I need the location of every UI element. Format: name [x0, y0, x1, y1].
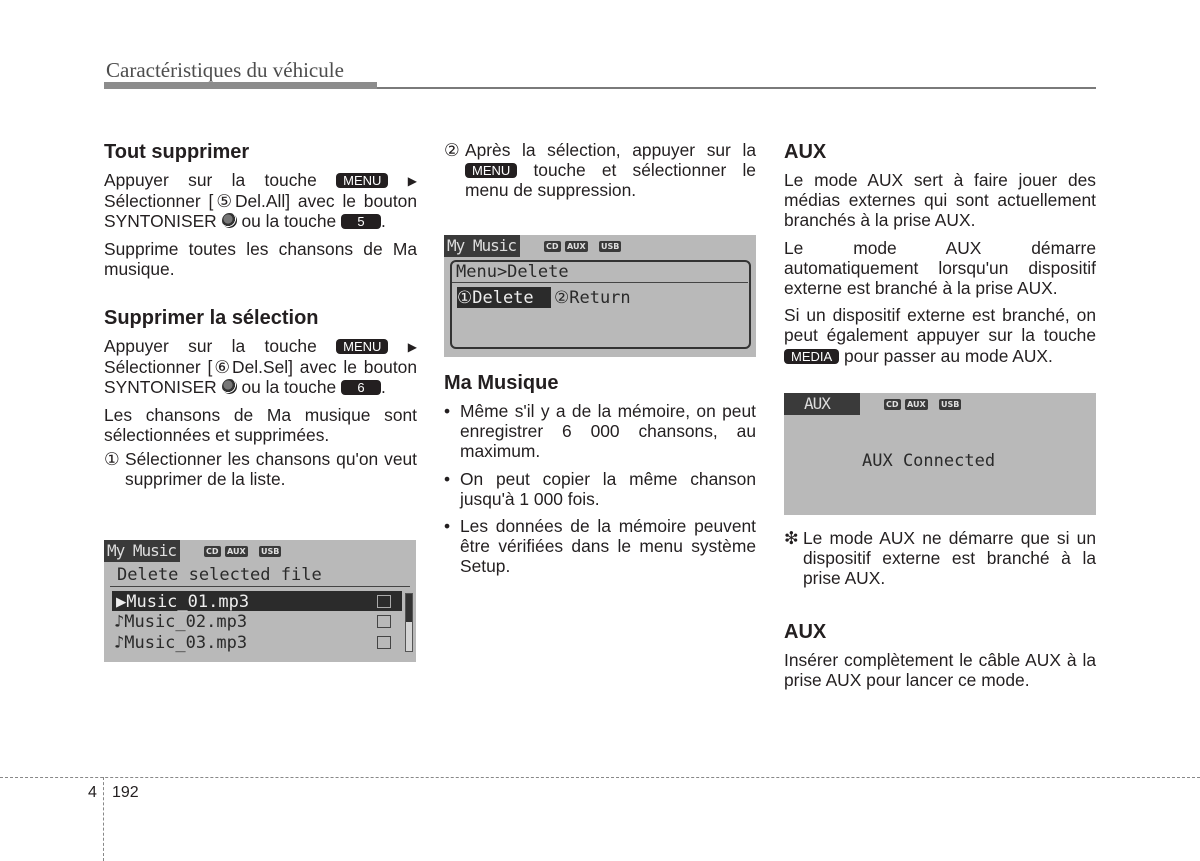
tune-knob-icon — [222, 213, 237, 228]
cd-tag: CD — [546, 242, 559, 251]
key-6: 6 — [341, 380, 381, 395]
screen-title: My Music — [107, 541, 177, 560]
text: Del.Sel] avec le bouton SYNTONISER — [104, 357, 417, 398]
paragraph-delete-all — [104, 170, 417, 232]
text: Si un dispositif externe est branché, on peut également appuyer sur la touche — [784, 305, 1096, 346]
paragraph-aux-1: Le mode AUX sert à faire jouer des médias externes qui sont actuellement branchés à la prise AUX. — [784, 170, 1096, 231]
screen-title: AUX — [804, 394, 830, 413]
text: Appuyer sur la touche — [104, 336, 317, 357]
aux-tag: AUX — [907, 400, 926, 409]
file-item-3: ♪Music_03.mp3 — [114, 633, 248, 653]
checkbox-3 — [377, 636, 391, 649]
heading-tout-supprimer: Tout supprimer — [104, 141, 250, 163]
list-item-text: On peut copier la même chanson jusqu'à 1 000 fois. — [460, 468, 756, 509]
text: . — [381, 211, 386, 232]
step-2-marker: ② — [444, 140, 460, 160]
media-key: MEDIA — [784, 349, 839, 364]
paragraph-delete-selection — [104, 336, 417, 398]
screen-menu-delete — [444, 235, 756, 357]
column-3 — [784, 140, 1096, 373]
step-1-text: Sélectionner les chansons qu'on veut supprimer de la liste. — [125, 449, 417, 490]
usb-tag: USB — [261, 547, 280, 556]
column-1 — [104, 140, 417, 489]
cd-tag: CD — [886, 400, 899, 409]
menu-key: MENU — [336, 173, 388, 188]
file-item-1: ▶Music_01.mp3 — [116, 592, 250, 612]
screen-title-bar — [104, 540, 180, 562]
list-item — [444, 516, 756, 577]
arrow-right-icon: ▶ — [407, 340, 417, 355]
screen-divider — [110, 586, 410, 587]
chapter-number: 4 — [88, 784, 97, 801]
screen-title-bar — [444, 235, 520, 257]
text: Del.All] avec le bouton SYNTONISER — [104, 191, 418, 232]
header-rule-accent — [104, 82, 377, 89]
page-number: 192 — [112, 784, 139, 801]
screen-delete-selected-file — [104, 540, 416, 662]
scrollbar — [405, 593, 413, 652]
ma-musique-list — [444, 401, 756, 577]
aux-tag: AUX — [227, 547, 246, 556]
paragraph-aux-2: Le mode AUX démarre automatiquement lorsqu'un dispositif externe est branché à la prise AUX. — [784, 237, 1096, 299]
cd-tag: CD — [206, 547, 219, 556]
arrow-right-icon: ▶ — [407, 174, 417, 188]
screen-title-bar — [784, 393, 860, 415]
page-header-title: Caractéristiques du véhicule — [106, 58, 344, 82]
footer-divider — [103, 777, 104, 861]
heading-aux-2: AUX — [784, 620, 827, 643]
aux-note — [784, 528, 1096, 589]
file-item-2: ♪Music_02.mp3 — [114, 612, 248, 632]
text: . — [381, 377, 386, 398]
step-2 — [444, 140, 756, 201]
text: touche et sélectionner le menu de suppression. — [465, 160, 756, 201]
heading-supprimer-selection: Supprimer la sélection — [104, 307, 319, 330]
step-1 — [104, 449, 417, 489]
return-option: ②Return — [554, 288, 631, 308]
aux-tag: AUX — [567, 242, 586, 251]
list-item — [444, 469, 756, 509]
list-item-text: Même s'il y a de la mémoire, on peut enregistrer 6 000 chansons, au maximum. — [460, 401, 756, 462]
text: ou la touche — [241, 377, 337, 398]
text: Après la sélection, appuyer sur la — [465, 140, 756, 160]
bullet: • — [444, 468, 451, 489]
text: ou la touche — [241, 211, 337, 232]
menu-key: MENU — [336, 339, 388, 354]
column-2-lower — [444, 371, 756, 584]
menu-path: Menu>Delete — [456, 262, 569, 282]
column-3-lower — [784, 528, 1096, 697]
aux-status: AUX Connected — [862, 451, 996, 471]
screen-title: My Music — [447, 236, 517, 255]
list-item-text: Les données de la mémoire peuvent être vérifiées dans le menu système Setup. — [460, 516, 756, 577]
checkbox-1 — [377, 595, 391, 608]
text: pour passer au mode AUX. — [844, 345, 1053, 366]
paragraph-delete-all-desc: Supprime toutes les chansons de Ma musique. — [104, 238, 417, 279]
text: Sélectionner [ — [104, 191, 214, 212]
footer-rule — [0, 777, 1200, 778]
step-1-marker: ① — [104, 449, 120, 470]
scrollbar-thumb — [406, 594, 412, 622]
delete-option: ①Delete — [457, 288, 534, 308]
screen-aux-connected — [784, 393, 1096, 515]
menu-key: MENU — [465, 163, 517, 178]
paragraph-aux-3 — [784, 305, 1096, 366]
heading-ma-musique: Ma Musique — [444, 372, 559, 394]
dialog-divider — [452, 282, 748, 283]
num-5-icon: ⑤ — [213, 191, 235, 212]
paragraph-aux-4: Insérer complètement le câble AUX à la prise AUX pour lancer ce mode. — [784, 649, 1096, 690]
heading-aux: AUX — [784, 141, 827, 163]
checkbox-2 — [377, 615, 391, 628]
screen-header: Delete selected file — [117, 565, 322, 585]
bullet: • — [444, 516, 451, 537]
key-5: 5 — [341, 214, 381, 229]
paragraph-delete-selection-desc: Les chansons de Ma musique sont sélectionnées et supprimées. — [104, 404, 417, 445]
tune-knob-icon — [222, 379, 237, 394]
note-icon: ❇ — [784, 528, 799, 548]
list-item — [444, 401, 756, 462]
usb-tag: USB — [941, 400, 960, 409]
bullet: • — [444, 401, 451, 421]
step-2-text — [465, 140, 756, 201]
num-6-icon: ⑥ — [212, 357, 233, 378]
column-2 — [444, 140, 756, 237]
text: Sélectionner [ — [104, 357, 213, 378]
aux-note-text: Le mode AUX ne démarre que si un dispositif externe est branché à la prise AUX. — [803, 528, 1096, 589]
usb-tag: USB — [601, 242, 620, 251]
text: Appuyer sur la touche — [104, 170, 317, 190]
